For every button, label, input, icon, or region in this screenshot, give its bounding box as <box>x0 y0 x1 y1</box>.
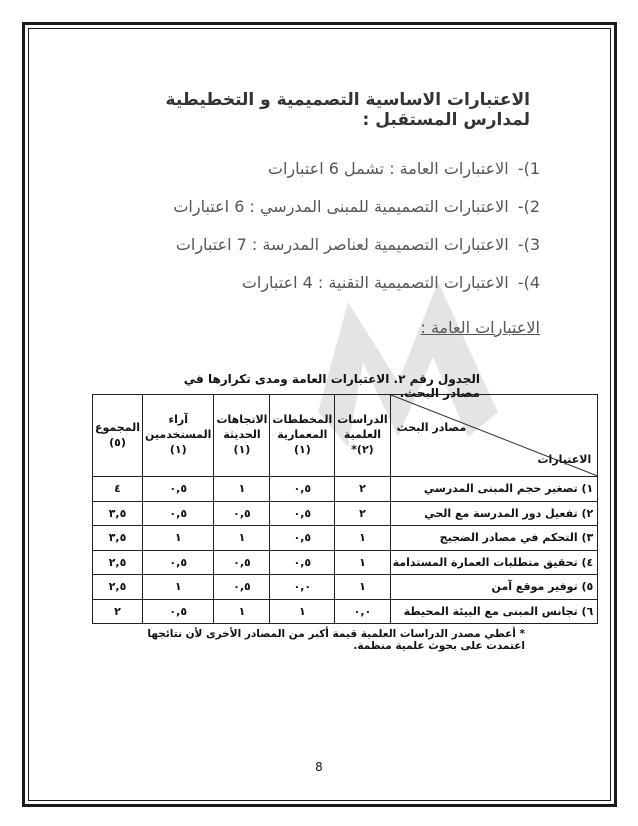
considerations-list <box>150 150 540 302</box>
table-cell: ٢,٥ <box>93 575 143 600</box>
column-header <box>214 395 270 477</box>
column-header <box>143 395 214 477</box>
item-text: الاعتبارات التصميمية لعناصر المدرسة : 7 اعتبارات <box>175 235 509 254</box>
column-header-line: المعمارية <box>277 428 328 442</box>
table-row <box>93 477 598 502</box>
table-row <box>93 501 598 526</box>
column-header-line: (١) <box>293 442 311 456</box>
item-number: 1)- <box>517 159 540 178</box>
table-cell: ١ <box>143 575 214 600</box>
table-cell: ١ <box>335 575 390 600</box>
table-cell: ٠,٠ <box>270 575 335 600</box>
table-cell: ٠,٥ <box>270 501 335 526</box>
table-cell: ٠,٥ <box>143 599 214 624</box>
item-text: الاعتبارات العامة : تشمل 6 اعتبارات <box>267 159 509 178</box>
item-number: 4)- <box>517 273 540 292</box>
row-label: ٦) تجانس المبنى مع البيئة المحيطة <box>390 599 598 624</box>
row-label: ٢) تفعيل دور المدرسة مع الحي <box>390 501 598 526</box>
column-header-line: المخططات <box>272 413 333 427</box>
table-cell: ١ <box>214 599 270 624</box>
page-heading: الاعتبارات الاساسية التصميمية و التخطيطية لمدارس المستقبل : <box>165 90 530 130</box>
row-label: ٣) التحكم في مصادر الضجيج <box>390 526 598 551</box>
column-header <box>335 395 390 477</box>
table-cell: ٢,٥ <box>93 550 143 575</box>
list-item <box>150 226 540 264</box>
column-header-line: العلمية <box>343 428 381 442</box>
item-number: 2)- <box>517 197 540 216</box>
table-row <box>93 599 598 624</box>
column-header-line: المجموع <box>95 420 140 434</box>
considerations-table <box>92 394 598 624</box>
list-item <box>150 150 540 188</box>
page-number: 8 <box>315 760 323 774</box>
table-cell: ١ <box>270 599 335 624</box>
column-header-line: (٥) <box>109 435 126 449</box>
corner-label-considerations: الاعتبارات <box>537 453 592 467</box>
table-row <box>93 550 598 575</box>
table-cell: ٠,٥ <box>143 550 214 575</box>
row-label: ١) تصغير حجم المبنى المدرسي <box>390 477 598 502</box>
column-header-line: المستخدمين <box>145 428 212 442</box>
list-item <box>150 264 540 302</box>
table-footnote: * أعطي مصدر الدراسات العلمية قيمة أكبر من المصادر الأخرى لأن نتائجها اعتمدت على بحوث علمية منظمة. <box>147 628 525 652</box>
table-cell: ١ <box>143 526 214 551</box>
table-corner-cell <box>390 395 598 477</box>
table-cell: ٠,٥ <box>143 477 214 502</box>
table-cell: ١ <box>335 526 390 551</box>
table-cell: ٠,٥ <box>214 501 270 526</box>
row-label: ٤) تحقيق متطلبات العمارة المستدامة <box>390 550 598 575</box>
table-cell: ٠,٥ <box>143 501 214 526</box>
item-text: الاعتبارات التصميمية التقنية : 4 اعتبارات <box>241 273 509 292</box>
table-cell: ٠,٥ <box>214 575 270 600</box>
column-header-line: (٢)* <box>351 442 374 456</box>
column-header-line: الدراسات <box>337 413 388 427</box>
column-header <box>93 395 143 477</box>
row-label: ٥) توفير موقع آمن <box>390 575 598 600</box>
table-cell: ٠,٥ <box>270 526 335 551</box>
column-header-line: (١) <box>169 442 187 456</box>
list-item <box>150 188 540 226</box>
table-cell: ٤ <box>93 477 143 502</box>
table-cell: ٠,٥ <box>270 550 335 575</box>
table-cell: ٢ <box>93 599 143 624</box>
item-number: 3)- <box>517 235 540 254</box>
column-header-line: الحديثة (١) <box>223 428 261 456</box>
column-header <box>270 395 335 477</box>
corner-label-sources: مصادر البحث <box>396 421 467 434</box>
table-cell: ١ <box>335 550 390 575</box>
column-header-line: آراء <box>168 413 188 427</box>
table-row <box>93 575 598 600</box>
table-caption: الجدول رقم ٢. الاعتبارات العامة ومدى تكرارها في مصادر البحث. <box>183 372 480 400</box>
table-cell: ٠,٥ <box>214 550 270 575</box>
table-cell: ٣,٥ <box>93 501 143 526</box>
table-cell: ٠,٥ <box>270 477 335 502</box>
table-cell: ٢ <box>335 501 390 526</box>
table-cell: ١ <box>214 526 270 551</box>
table-header-row <box>93 395 598 477</box>
table-cell: ٠,٠ <box>335 599 390 624</box>
table-cell: ١ <box>214 477 270 502</box>
table-row <box>93 526 598 551</box>
table-cell: ٢ <box>335 477 390 502</box>
section-subheading: الاعتبارات العامة : <box>420 318 540 337</box>
column-header-line: الاتجاهات <box>216 413 268 427</box>
table-cell: ٣,٥ <box>93 526 143 551</box>
item-text: الاعتبارات التصميمية للمبنى المدرسي : 6 اعتبارات <box>173 197 509 216</box>
